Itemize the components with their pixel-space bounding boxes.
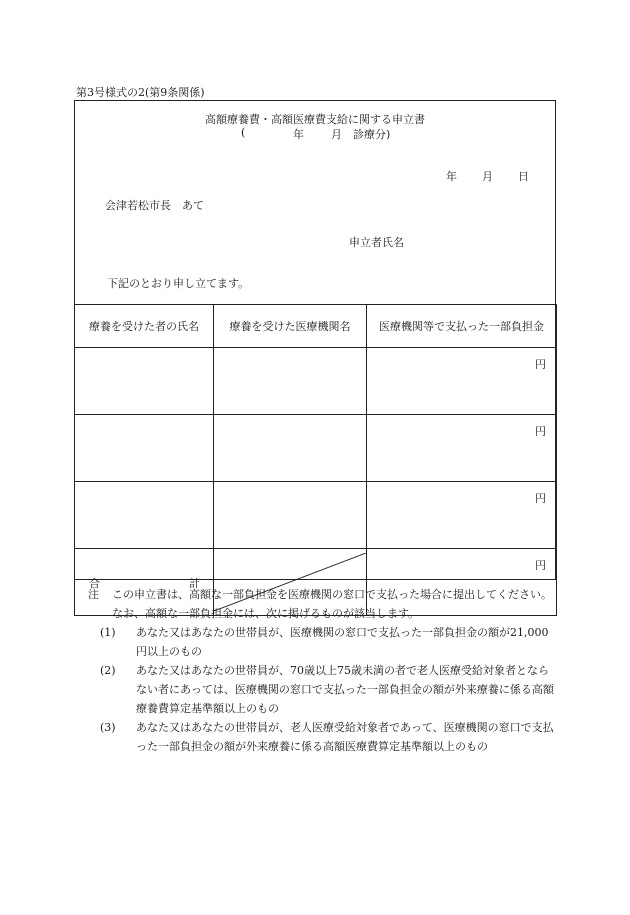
subtitle-year-label: 年: [293, 128, 304, 141]
header-institution-name: 療養を受けた医療機関名: [214, 305, 367, 348]
subtitle-month-label: 月: [331, 128, 342, 141]
header-patient-name: 療養を受けた者の氏名: [75, 305, 214, 348]
note-item: [88, 623, 558, 661]
yen-unit: 円: [535, 492, 546, 505]
note-item: [88, 661, 558, 718]
form-number: 第3号様式の2(第9条関係): [76, 86, 205, 99]
date-day-label: 日: [518, 170, 529, 183]
total-label-right: 計: [189, 577, 200, 590]
application-form: [74, 100, 556, 590]
copayment-field[interactable]: [367, 482, 557, 549]
note-item-number: (3): [100, 721, 116, 734]
note-item-text: あなた又はあなたの世帯員が、医療機関の窓口で支払った一部負担金の額が21,000円以上のもの: [136, 626, 549, 658]
table-row: [75, 482, 557, 549]
subtitle-suffix: 診療分): [353, 128, 391, 141]
note-intro: [88, 585, 558, 623]
note-item: [88, 718, 558, 756]
yen-unit: 円: [535, 425, 546, 438]
form-title: 高額療養費・高額医療費支給に関する申立書: [205, 113, 425, 126]
institution-name-field[interactable]: [214, 348, 367, 415]
institution-name-field[interactable]: [214, 415, 367, 482]
header-copayment: 医療機関等で支払った一部負担金: [367, 305, 557, 348]
note-item-number: (1): [100, 626, 116, 639]
total-label-left: 合: [89, 577, 100, 590]
subtitle-open-paren: (: [241, 126, 246, 139]
notes-section: [88, 585, 558, 756]
copayment-field[interactable]: [367, 348, 557, 415]
table-row: [75, 415, 557, 482]
note-item-text: あなた又はあなたの世帯員が、70歳以上75歳未満の者で老人医療受給対象者とならない者にあっては、医療機関の窓口で支払った一部負担金の額が外来療養に係る高額療養費算定基準額以上のもの: [136, 664, 554, 715]
yen-unit: 円: [535, 559, 546, 572]
note-intro-text: この申立書は、高額な一部負担金を医療機関の窓口で支払った場合に提出してください。なお、高額な一部負担金には、次に掲げるものが該当します。: [112, 588, 552, 620]
note-item-number: (2): [100, 664, 116, 677]
note-item-text: あなた又はあなたの世帯員が、老人医療受給対象者であって、医療機関の窓口で支払った一部負担金の額が外来療養に係る高額医療費算定基準額以上のもの: [136, 721, 554, 753]
patient-name-field[interactable]: [75, 348, 214, 415]
addressee: 会津若松市長 あて: [105, 199, 204, 212]
copayment-field[interactable]: [367, 415, 557, 482]
yen-unit: 円: [535, 358, 546, 371]
table-row: [75, 348, 557, 415]
date-month-label: 月: [482, 170, 493, 183]
intro-statement: 下記のとおり申し立てます。: [107, 277, 250, 290]
institution-name-field[interactable]: [214, 482, 367, 549]
claims-table: [74, 304, 557, 616]
applicant-name-label: 申立者氏名: [349, 236, 404, 249]
date-year-label: 年: [446, 170, 457, 183]
note-mark: 注: [88, 588, 99, 601]
patient-name-field[interactable]: [75, 482, 214, 549]
patient-name-field[interactable]: [75, 415, 214, 482]
